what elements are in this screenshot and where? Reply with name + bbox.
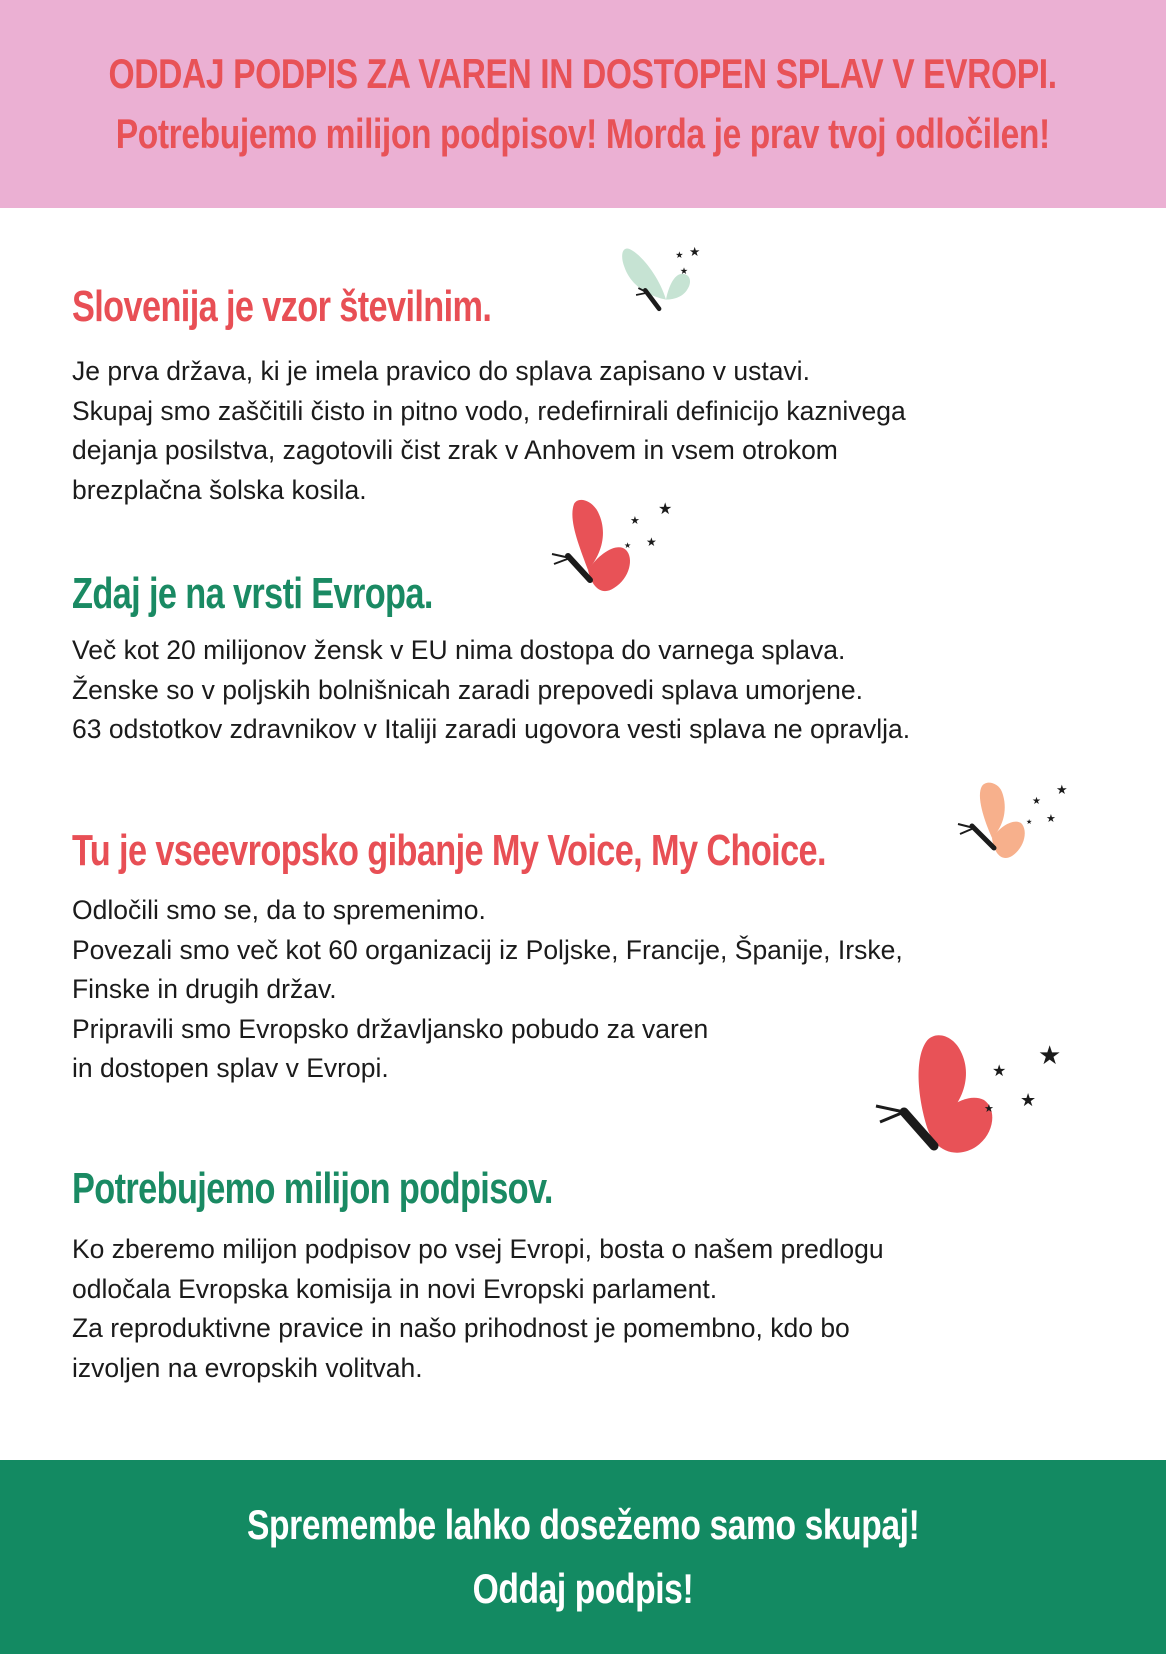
butterfly-icon — [952, 780, 1074, 876]
svg-text:★: ★ — [1026, 819, 1033, 826]
banner-headline: ODDAJ PODPIS ZA VAREN IN DOSTOPEN SPLAV V EVROPI. — [108, 50, 1058, 97]
text-line: brezplačna šolska kosila. — [72, 474, 367, 505]
svg-text:★: ★ — [984, 1103, 994, 1115]
section-text-podpisi — [72, 1230, 884, 1388]
text-line: Za reproduktivne pravice in našo prihodnost je pomembno, kdo bo — [72, 1313, 850, 1343]
section-text-slovenija — [72, 352, 906, 510]
svg-text:★: ★ — [646, 535, 657, 549]
text-line: Skupaj smo zaščitili čisto in pitno vodo, redefirnirali definicijo kaznivega — [72, 395, 906, 426]
text-line: Finske in drugih držav. — [72, 974, 337, 1004]
section-heading-evropa: Zdaj je na vrsti Evropa. — [72, 569, 433, 618]
text-line: odločala Evropska komisija in novi Evropski parlament. — [72, 1273, 718, 1304]
bottom-banner — [0, 1460, 1166, 1654]
svg-text:★: ★ — [658, 501, 673, 518]
section-text-gibanje — [72, 891, 903, 1089]
text-line: in dostopen splav v Evropi. — [72, 1053, 389, 1083]
svg-text:★: ★ — [679, 266, 689, 277]
svg-text:★: ★ — [1038, 1040, 1062, 1070]
footer-slogan: Spremembe lahko dosežemo samo skupaj! — [246, 1501, 920, 1548]
banner-subheadline: Potrebujemo milijon podpisov! Morda je prav tvoj odločilen! — [115, 110, 1051, 157]
text-line: 63 odstotkov zdravnikov v Italiji zaradi ugovora vesti splava ne opravlja. — [72, 714, 911, 744]
text-line: izvoljen na evropskih volitvah. — [72, 1352, 423, 1383]
section-heading-slovenija: Slovenija je vzor številnim. — [72, 282, 492, 331]
text-line: Več kot 20 milijonov žensk v EU nima dostopa do varnega splava. — [72, 635, 846, 665]
svg-text:★: ★ — [1020, 1090, 1037, 1110]
butterfly-icon — [858, 1030, 1072, 1198]
svg-text:★: ★ — [1056, 782, 1068, 797]
text-line: dejanja posilstva, zagotovili čist zrak v Anhovem in vsem otrokom — [72, 435, 838, 465]
svg-text:★: ★ — [624, 541, 632, 550]
footer-call-to-action: Oddaj podpis! — [472, 1565, 694, 1612]
section-text-evropa — [72, 631, 910, 750]
text-line: Pripravili smo Evropsko državljansko pobudo za varen — [72, 1013, 709, 1044]
top-banner — [0, 0, 1166, 208]
svg-text:★: ★ — [1032, 796, 1041, 807]
svg-text:★: ★ — [630, 515, 640, 527]
section-heading-gibanje: Tu je vseevropsko gibanje My Voice, My Choice. — [72, 826, 826, 875]
butterfly-icon — [608, 242, 724, 318]
text-line: Odločili smo se, da to spremenimo. — [72, 895, 486, 925]
text-line: Je prva država, ki je imela pravico do splava zapisano v ustavi. — [72, 356, 810, 386]
text-line: Ženske so v poljskih bolnišnicah zaradi prepovedi splava umorjene. — [72, 674, 864, 705]
svg-text:★: ★ — [689, 244, 701, 259]
text-line: Povezali smo več kot 60 organizacij iz Poljske, Francije, Španije, Irske, — [72, 934, 903, 965]
text-line: Ko zberemo milijon podpisov po vsej Evropi, bosta o našem predlogu — [72, 1234, 884, 1264]
svg-text:★: ★ — [1046, 813, 1056, 825]
section-heading-podpisi: Potrebujemo milijon podpisov. — [72, 1164, 553, 1213]
svg-text:★: ★ — [675, 250, 684, 261]
svg-text:★: ★ — [992, 1063, 1007, 1080]
butterfly-icon — [538, 498, 678, 610]
